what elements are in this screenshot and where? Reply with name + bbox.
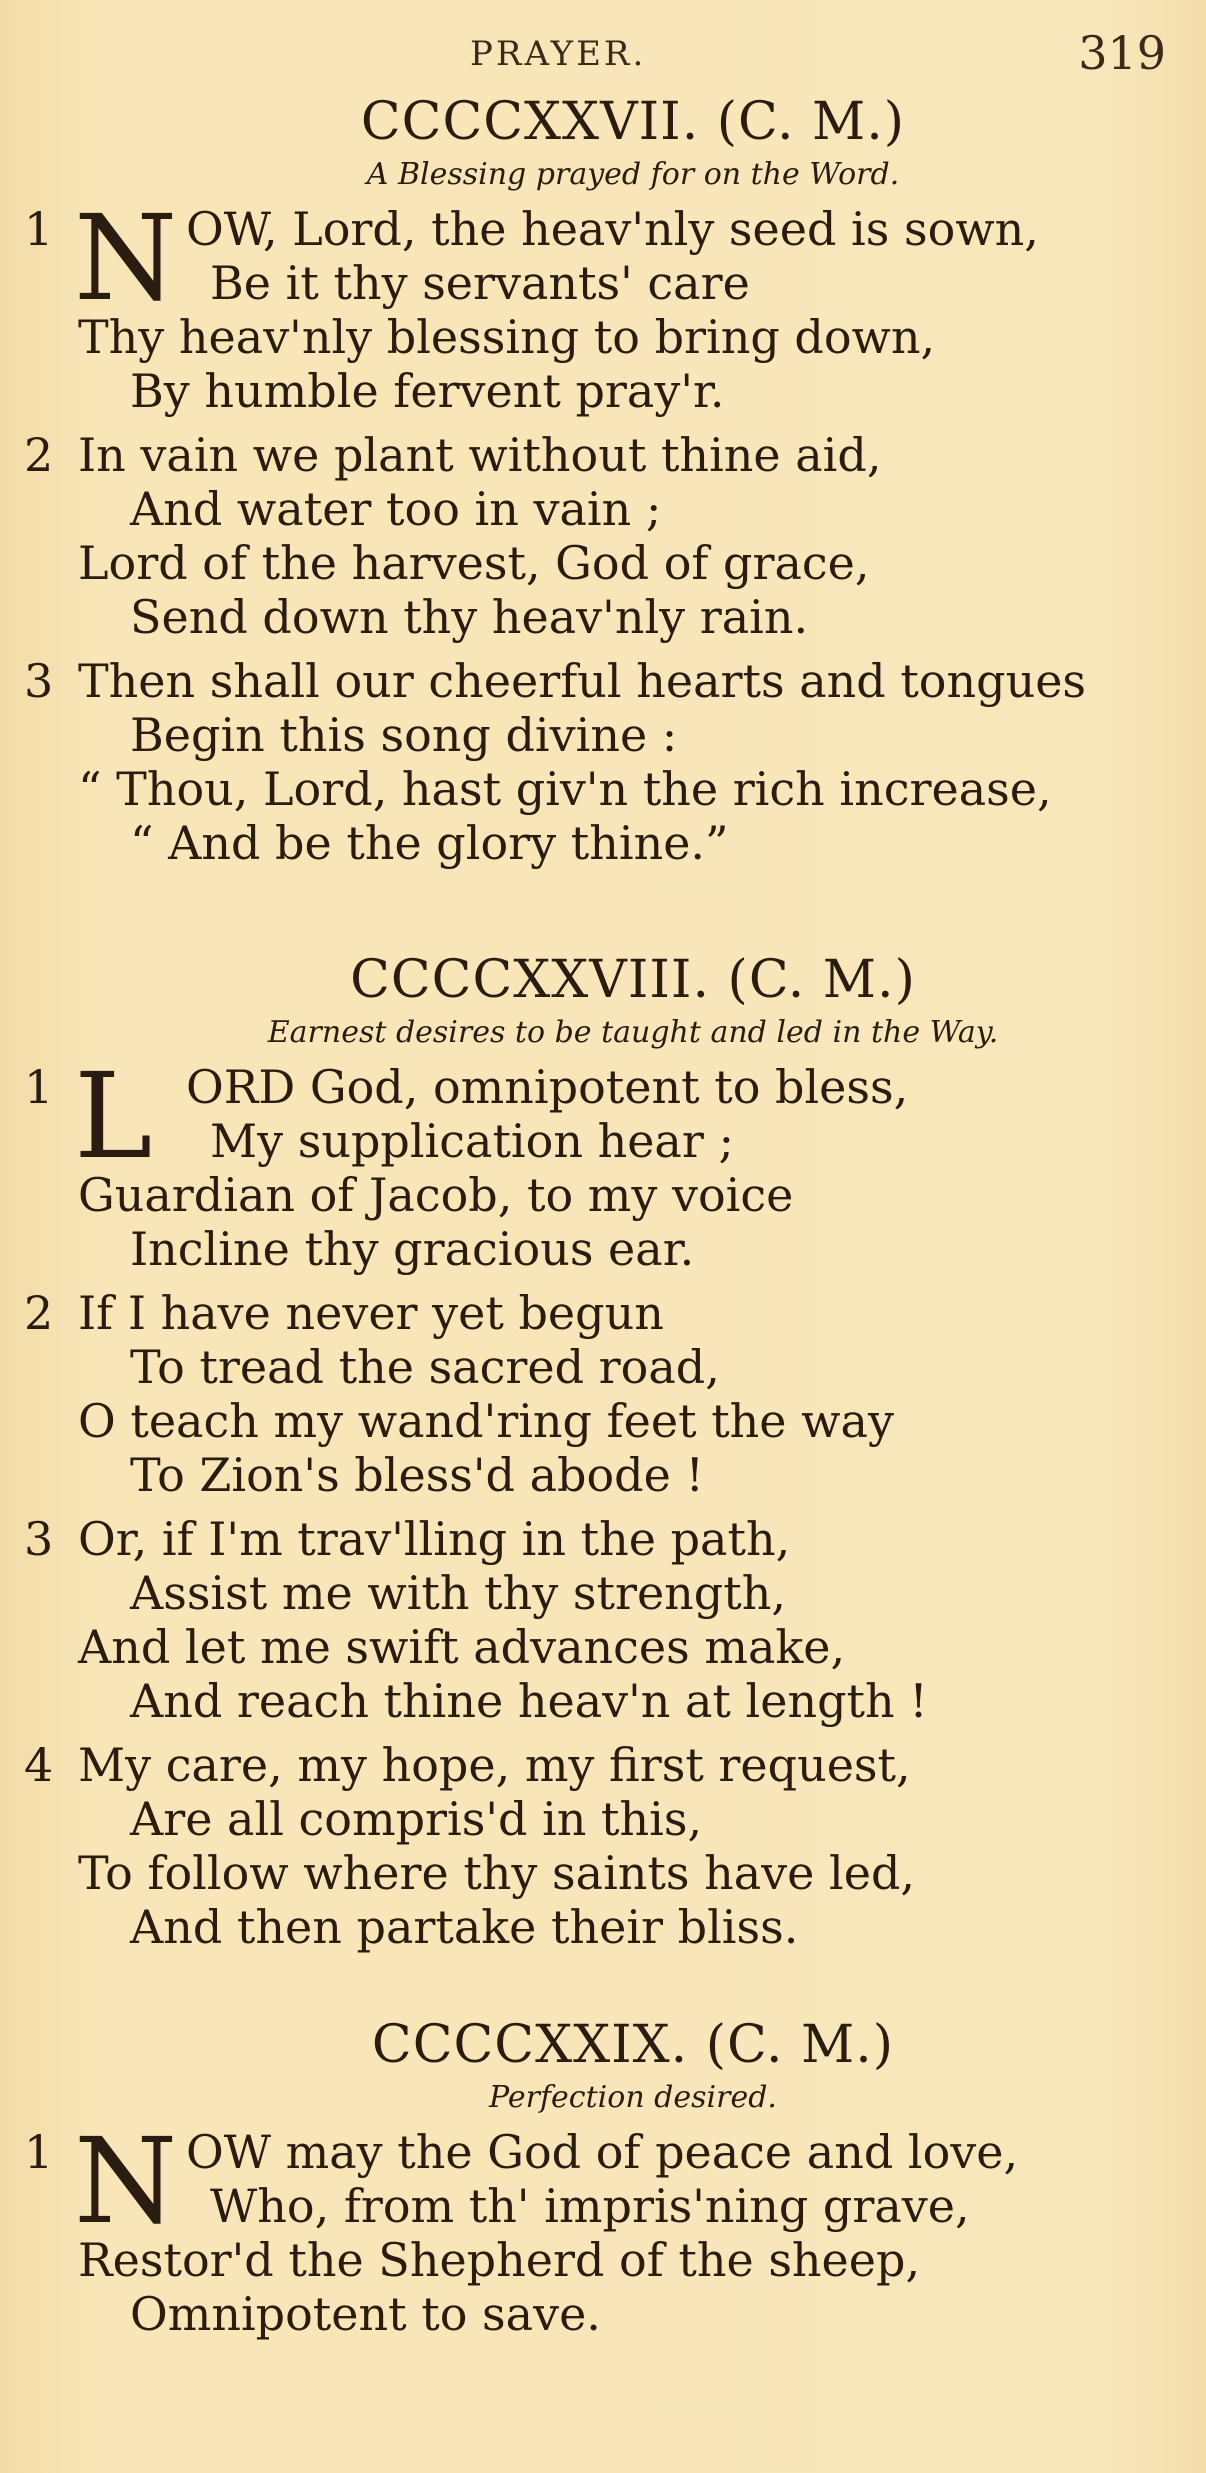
hymn-subtitle: Earnest desires to be taught and led in the Way. <box>267 1015 999 1050</box>
verse-line: By humble fervent pray'r. <box>130 364 725 418</box>
page-number: 319 <box>1078 26 1166 80</box>
verse-line: ORD God, omnipotent to bless, <box>186 1060 909 1114</box>
verse-line: If I have never yet begun <box>78 1286 664 1340</box>
stanza-2 <box>0 1286 1206 1502</box>
hymn-ccccxxviii <box>0 950 1206 1954</box>
verse-line: Send down thy heav'nly rain. <box>130 590 809 644</box>
verse-line: To follow where thy saints have led, <box>78 1846 916 1900</box>
stanza-number: 2 <box>24 1286 54 1340</box>
stanza-3 <box>0 1512 1206 1728</box>
verse-line: To tread the sacred road, <box>130 1340 720 1394</box>
hymn-ccccxxix <box>0 2015 1206 2341</box>
hymn-number: CCCCXXIX. (C. M.) <box>371 2015 895 2075</box>
verse-line: And water too in vain ; <box>130 482 662 536</box>
hymn-ccccxxvii <box>0 92 1206 870</box>
stanza-number: 1 <box>24 202 54 256</box>
verse-line: Guardian of Jacob, to my voice <box>78 1168 794 1222</box>
verse-line: “ Thou, Lord, hast giv'n the rich increase, <box>78 762 1052 816</box>
verse-line: Then shall our cheerful hearts and tongues <box>78 654 1087 708</box>
drop-cap: L <box>74 1047 153 1185</box>
stanza-number: 2 <box>24 428 54 482</box>
verse-line: “ And be the glory thine.” <box>130 816 729 870</box>
verse-line: Are all compris'd in this, <box>130 1792 703 1846</box>
stanza-number: 3 <box>24 654 54 708</box>
verse-line: Or, if I'm trav'lling in the path, <box>78 1512 791 1566</box>
drop-cap: N <box>74 189 178 327</box>
stanza-2 <box>0 428 1206 644</box>
hymn-subtitle: A Blessing prayed for on the Word. <box>366 157 900 192</box>
verse-line: Restor'd the Shepherd of the sheep, <box>78 2233 921 2287</box>
stanza-1 <box>0 1047 1206 1276</box>
verse-line: O teach my wand'ring feet the way <box>78 1394 894 1448</box>
running-head <box>0 26 1206 80</box>
running-title: PRAYER. <box>470 34 647 74</box>
verse-line: Assist me with thy strength, <box>130 1566 786 1620</box>
verse-line: My care, my hope, my first request, <box>78 1738 911 1792</box>
hymn-number: CCCCXXVIII. (C. M.) <box>350 950 916 1010</box>
verse-line: To Zion's bless'd abode ! <box>130 1448 704 1502</box>
verse-line: Incline thy gracious ear. <box>130 1222 695 1276</box>
verse-line: Omnipotent to save. <box>130 2287 601 2341</box>
stanza-4 <box>0 1738 1206 1954</box>
stanza-number: 4 <box>24 1738 54 1792</box>
verse-line: My supplication hear ; <box>210 1114 734 1168</box>
verse-line: In vain we plant without thine aid, <box>78 428 882 482</box>
stanza-1 <box>0 2112 1206 2341</box>
stanza-number: 1 <box>24 2125 54 2179</box>
verse-line: Be it thy servants' care <box>210 256 750 310</box>
stanza-number: 1 <box>24 1060 54 1114</box>
verse-line: And reach thine heav'n at length ! <box>130 1674 928 1728</box>
hymn-number: CCCCXXVII. (C. M.) <box>360 92 906 152</box>
verse-line: Begin this song divine : <box>130 708 678 762</box>
verse-line: OW, Lord, the heav'nly seed is sown, <box>186 202 1039 256</box>
verse-line: Lord of the harvest, God of grace, <box>78 536 870 590</box>
verse-line: Thy heav'nly blessing to bring down, <box>78 310 936 364</box>
stanza-number: 3 <box>24 1512 54 1566</box>
hymn-subtitle: Perfection desired. <box>489 2080 777 2115</box>
stanza-3 <box>0 654 1206 870</box>
verse-line: And let me swift advances make, <box>78 1620 846 1674</box>
verse-line: OW may the God of peace and love, <box>186 2125 1019 2179</box>
verse-line: And then partake their bliss. <box>130 1900 799 1954</box>
verse-line: Who, from th' impris'ning grave, <box>210 2179 970 2233</box>
drop-cap: N <box>74 2112 178 2250</box>
stanza-1 <box>0 189 1206 418</box>
